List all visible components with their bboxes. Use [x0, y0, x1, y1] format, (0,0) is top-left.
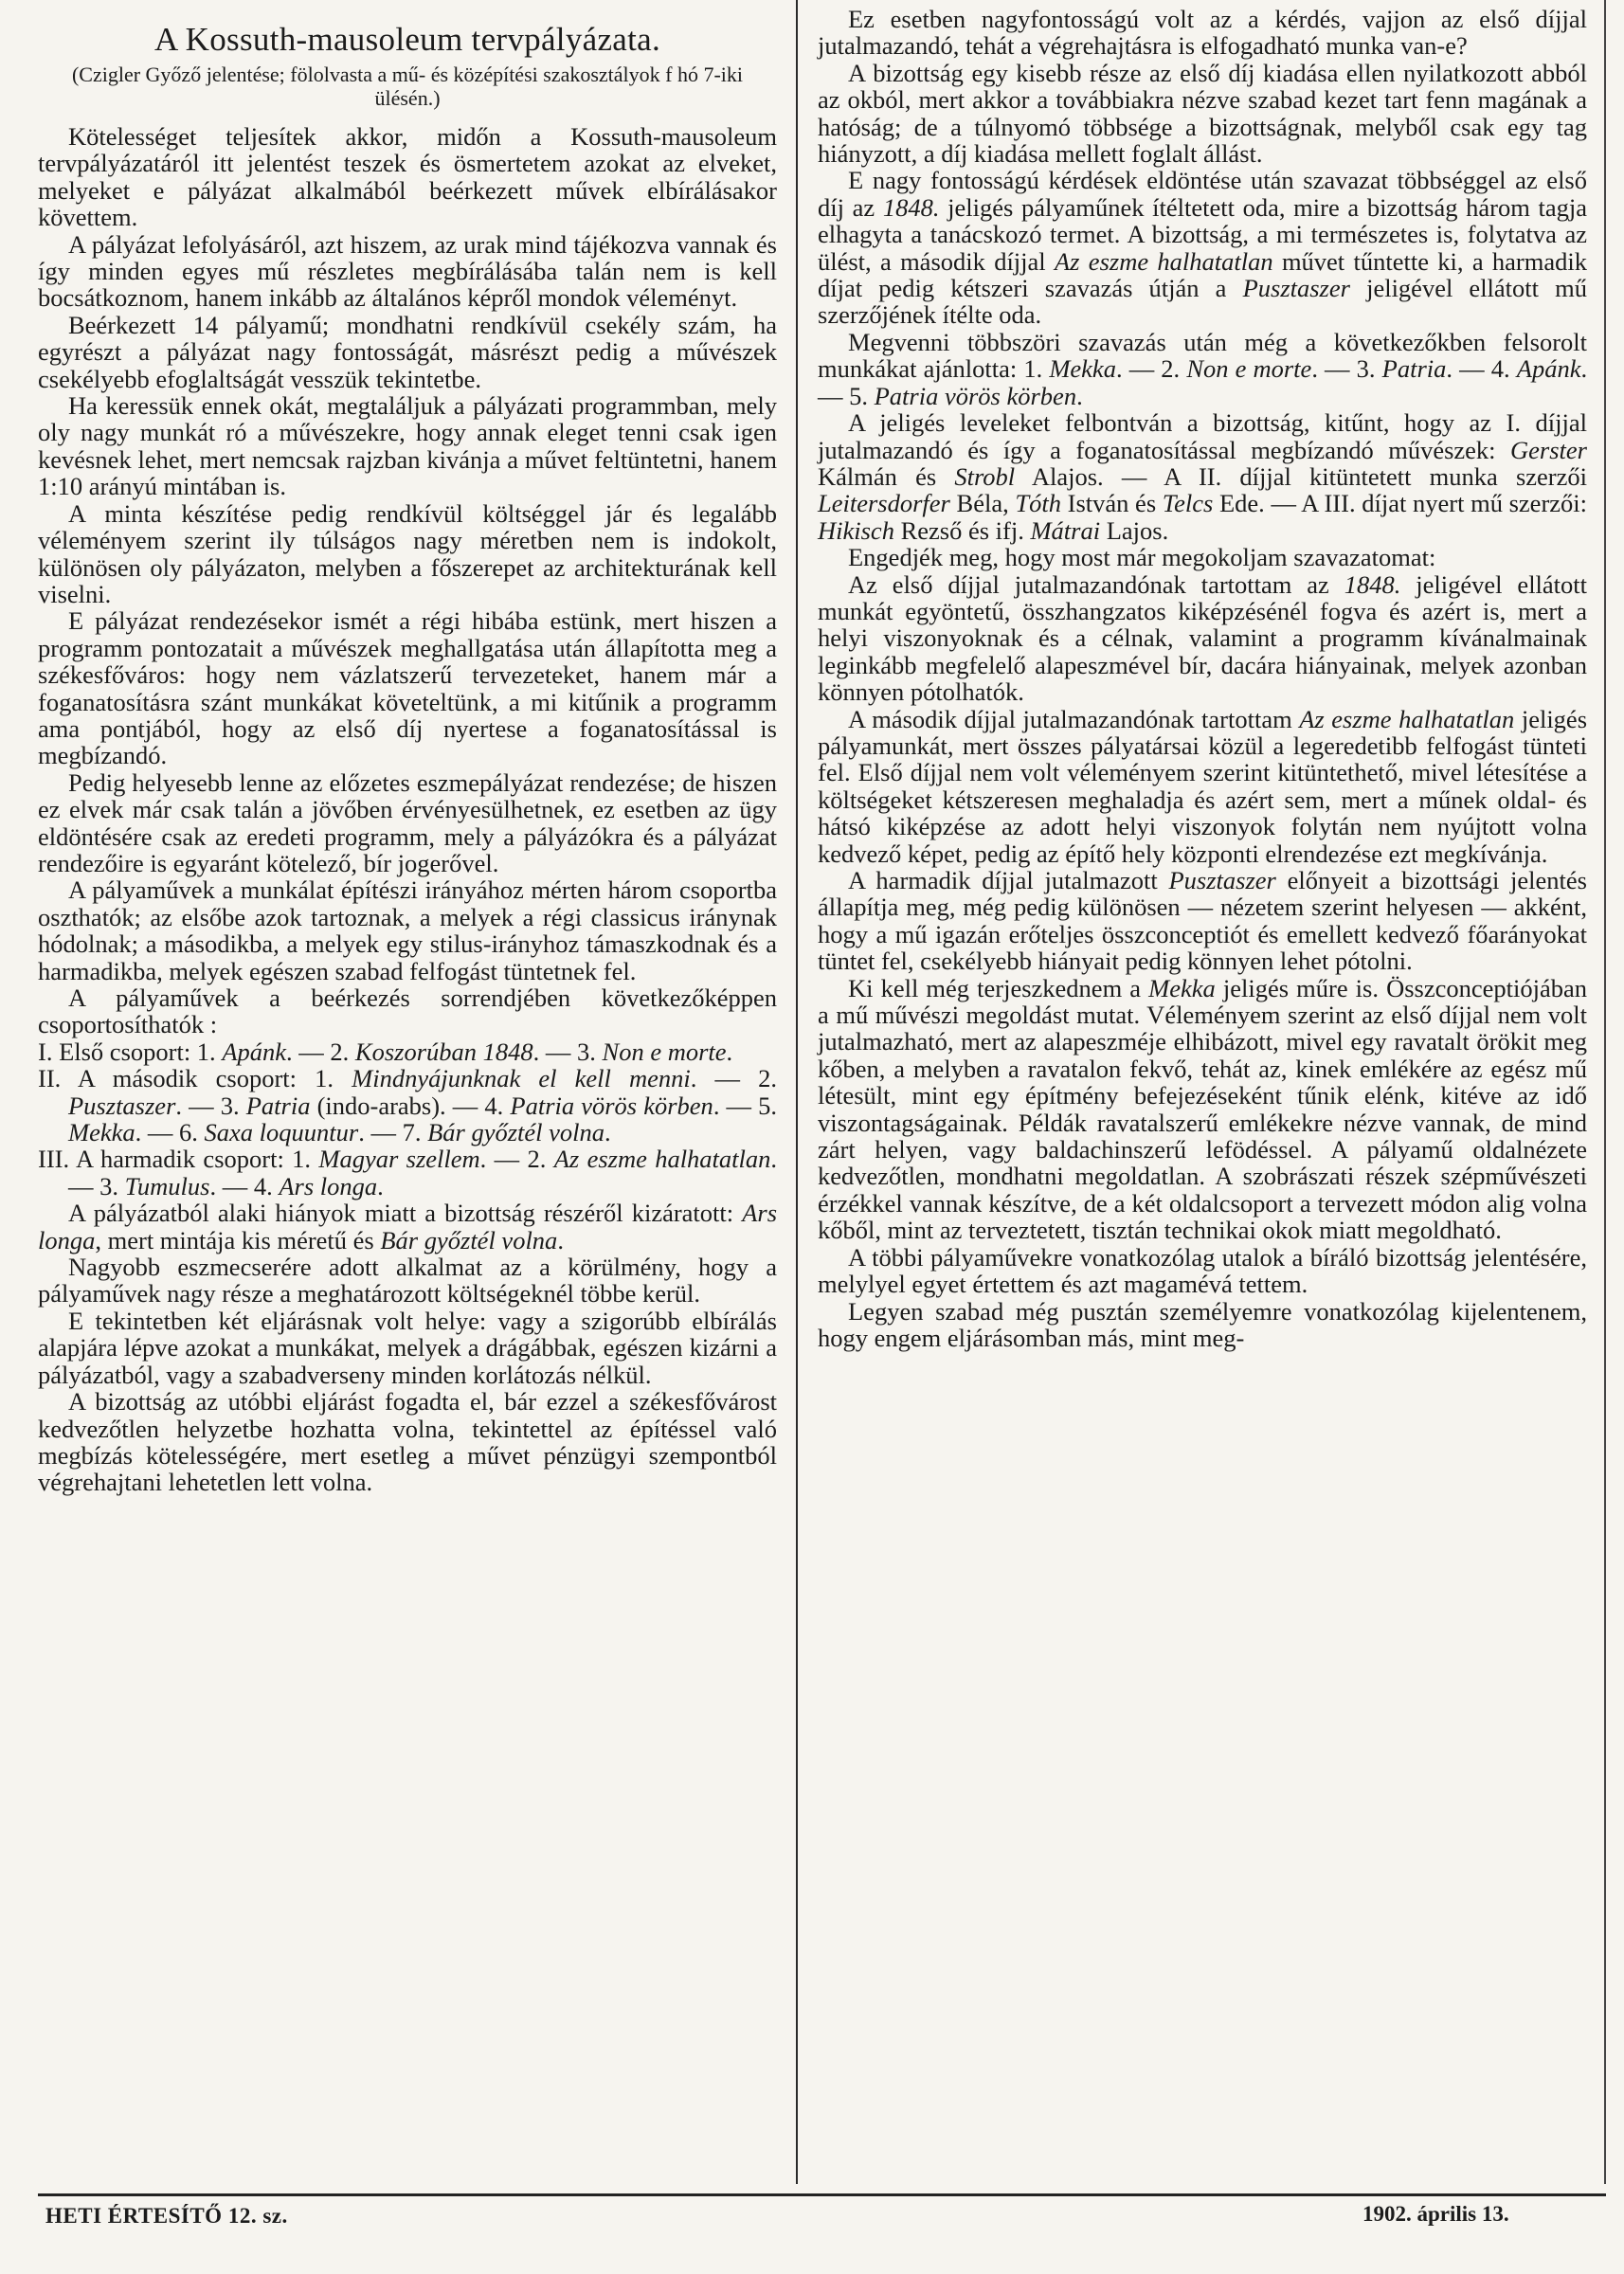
paragraph: Pedig helyesebb lenne az előzetes eszmepályázat rendezése; de hiszen ez elvek már csak talán a jövőben érvényesülhetnek, ez esetben az ügy eldöntésére csak az eredeti programm, mely a pályázókra és a pályázat rendezőire is egyaránt kötelező, bír jogerővel. — [38, 767, 777, 877]
paragraph: Ha keressük ennek okát, megtaláljuk a pályázati programmban, mely oly nagy munkát ró a művészekre, hogy annak eleget tenni csak igen kevésnek lehet, mert nemcsak rajzban kivánja a művet feltüntetni, hanem 1:10 arányú mintában is. — [38, 391, 777, 501]
paragraph: A pályaművek a beérkezés sorrendjében következőképpen csoportosíthatók : — [38, 984, 777, 1039]
paragraph: E pályázat rendezésekor ismét a régi hibába estünk, mert hiszen a programm pontozatait a művészek meghallgatása után állapította meg a székesfőváros: hogy nem vázlatszerű tervezeteket, hanem már a foganatosításra szánt munkákat követeltünk, a mi kitűnik a programm ama pontjából, hogy az első díj nyertese a foganatosítással is megbízandó. — [38, 606, 777, 770]
paragraph: A jeligés leveleket felbontván a bizottság, kitűnt, hogy az I. díjjal jutalmazandó és így a foganatosítással megbízandó művészek: Gerster Kálmán és Strobl Alajos. — A II. díjjal kitüntetett munka szerzői Leitersdorfer Béla, Tóth István és Telcs Ede. — A III. díjat nyert mű szerzői: Hikisch Rezső és ifj. Mátrai Lajos. — [818, 408, 1588, 545]
group-list-first: I. Első csoport: 1. Apánk. — 2. Koszorúban 1848. — 3. Non e morte. — [38, 1037, 733, 1066]
group-list-second: II. A második csoport: 1. Mindnyájunknak el kell menni. — 2. Pusztaszer. — 3. Patria (indo-arabs). — 4. Patria vörös körben. — 5. Mekka. — 6. Saxa loquuntur. — 7. Bár győztél volna. — [38, 1064, 778, 1147]
left-column — [38, 21, 777, 1496]
paragraph: Beérkezett 14 pályamű; mondhatni rendkívül csekély szám, ha egyrészt a pályázat nagy fontosságát, másrészt pedig a művészek csekélyebb efoglaltságát vesszük tekintetbe. — [38, 310, 777, 393]
paragraph: Az első díjjal jutalmazandónak tartottam az 1848. jeligével ellátott munkát egyöntetű, összhangzatos kiképzésénél fogva és azért is, mert a helyi viszonyoknak és a célnak, valamint a programm kívánalmainak leginkább megfelelő alapeszmével bír, dacára hiányainak, melyek azonban könnyen pótolhatók. — [818, 569, 1588, 707]
group-list-third: III. A harmadik csoport: 1. Magyar szellem. — 2. Az eszme halhatatlan. — 3. Tumulus. — 4. Ars longa. — [38, 1145, 778, 1200]
paragraph: Kötelességet teljesítek akkor, midőn a Kossuth-mausoleum tervpályázatáról itt jelentést teszek és ösmertetem azokat az elveket, melyeket e pályázat alkalmából beérkezett művek elbírálásakor követtem. — [38, 122, 777, 232]
publication-name: HETI ÉRTESÍTŐ 12. sz. — [45, 2204, 288, 2228]
right-column — [818, 6, 1587, 1351]
right-border-rule — [1604, 0, 1606, 2184]
paragraph: E tekintetben két eljárásnak volt helye: vagy a szigorúbb elbírálás alapjára lépve azokat a munkákat, melyek a drágábbak, egészen kizárni a pályázatból, vagy a szabadverseny minden korlátozás nélkül. — [38, 1306, 777, 1389]
paragraph: A minta készítése pedig rendkívül költséggel jár és legalább véleményem szerint ily túlságos nagy méretben nem is indokolt, különösen oly pályázaton, melyben a főszerepet az architekturának kell viselni. — [38, 498, 777, 608]
paragraph: E nagy fontosságú kérdések eldöntése után szavazat többséggel az első díj az 1848. jeligés pályaműnek ítéltetett oda, mire a bizottság három tagja elhagyta a tanácskozó termet. A bizottság, a mi természetes is, folytatva az ülést, a második díjjal Az eszme halhatatlan művet tűntette ki, a harmadik díjat pedig kétszeri szavazás útján a Pusztaszer jeligével ellátott mű szerzőjének ítélte oda. — [818, 166, 1588, 330]
paragraph: A pályázatból alaki hiányok miatt a bizottság részéről kizáratott: Ars longa, mert mintája kis méretű és Bár győztél volna. — [38, 1199, 778, 1254]
paragraph: A harmadik díjjal jutalmazott Pusztaszer előnyeit a bizottsági jelentés állapítja meg, még pedig különösen — nézetem szerint helyesen — akként, hogy a mű igazán erőteljes összconceptiót és emellett kedvező főarányokat tüntet fel, csekélyebb hiányait pedig könnyen lehet pótolni. — [818, 866, 1587, 976]
paragraph: Ez esetben nagyfontosságú volt az a kérdés, vajjon az első díjjal jutalmazandó, tehát a végrehajtásra is elfogadható munka van-e? — [818, 5, 1587, 61]
paragraph: Megvenni többszöri szavazás után még a következőkben felsorolt munkákat ajánlotta: 1. Mekka. — 2. Non e morte. — 3. Patria. — 4. Apánk. — 5. Patria vörös körben. — [818, 327, 1588, 410]
paragraph: Nagyobb eszmecserére adott alkalmat az a körülmény, hogy a pályaművek nagy része a meghatározott költségeknél többe kerül. — [38, 1253, 777, 1308]
paragraph: A pályázat lefolyásáról, azt hiszem, az urak mind tájékozva vannak és így minden egyes mű részletes megbírálásába talán nem is kell bocsátkoznom, hanem inkább az általános képről mondok véleményt. — [38, 229, 777, 313]
paragraph: Legyen szabad még pusztán személyemre vonatkozólag kijelentenem, hogy engem eljárásomban más, mint meg- — [818, 1296, 1587, 1352]
page-footer — [0, 2198, 1624, 2255]
article-title: A Kossuth-mausoleum tervpályázata. — [153, 21, 661, 58]
paragraph: Engedjék meg, hogy most már megokoljam szavazatomat: — [848, 543, 1436, 572]
footer-rule — [38, 2193, 1606, 2196]
column-divider — [796, 0, 798, 2184]
paragraph: A pályaművek a munkálat építészi irányához mérten három csoportba oszthatók; az elsőbe azok tartoznak, a melyek a régi classicus iránynak hódolnak; a másodikba, a melyek egy stilus-irányhoz támaszkodnak és a harmadikba, melyek egészen szabad felfogást tüntetnek fel. — [38, 875, 777, 985]
paragraph: A bizottság egy kisebb része az első díj kiadása ellen nyilatkozott abból az okból, mert akkor a továbbiakra nézve szabad kezet tart fenn magának a hatóság; de a túlnyomó többsége a bizottságnak, melyből csak egy tag hiányzott, a díj kiadása mellett foglalt állást. — [818, 58, 1587, 169]
paragraph: A bizottság az utóbbi eljárást fogadta el, bár ezzel a székesfővárost kedvezőtlen helyzetbe hozhatta volna, tekintettel az építéssel való megbízás kötelességére, mert esetleg a művet pénzügyi szempontból végrehajtani lehetetlen lett volna. — [38, 1387, 777, 1497]
paragraph: A második díjjal jutalmazandónak tartottam Az eszme halhatatlan jeligés pályamunkát, mert összes pályatársai közül a legeredetibb felfogást tünteti fel. Első díjjal nem volt véleményem szerint kitüntethető, mivel létesítése a költségeket kétszeresen meghaladja és azért sem, mert a műnek oldal- és hátsó kiképzése az adott helyi viszonyok folytán nem nyújtott volna kedvező képet, pedig az építő hely központi elrendezése ezt megkívánja. — [818, 704, 1588, 868]
paragraph: A többi pályaművekre vonatkozólag utalok a bíráló bizottság jelentésére, melylyel egyet értettem és azt magamévá tettem. — [818, 1242, 1587, 1299]
issue-date: 1902. április 13. — [1362, 2202, 1509, 2226]
paragraph: Ki kell még terjeszkednem a Mekka jeligés műre is. Összconceptiójában a mű művészi megoldást mutat. Véleményem szerint az első díjjal nem volt jutalmazható, mert az alapeszméje elhibázott, mivel egy ravatalt örökit meg kőben, a melyben a ravatalon fekvő, tehát az, kinek emlékére az egész mű létesült, mint egy építmény befejezéseként tűnik elénk, kitéve az idő viszontagságainak. Példák ravatalszerű emlékekre nézve vannak, de mind zárt helyen, vagy baldachinszerű lefödéssel. A pályamű oldalnézete kedvezőtlen, mondhatni megoldatlan. A szobrászati részek szépművészeti érzékkel vannak készítve, de a két oldalcsoport a tervezett módon alig volna kőből, mint az terveztetett, tisztán technikai okok miatt megoldható. — [818, 973, 1587, 1245]
article-subtitle: (Czigler Győző jelentése; fölolvasta a mű- és középítési szakosztályok f hó 7-iki ülésén.) — [71, 63, 744, 110]
